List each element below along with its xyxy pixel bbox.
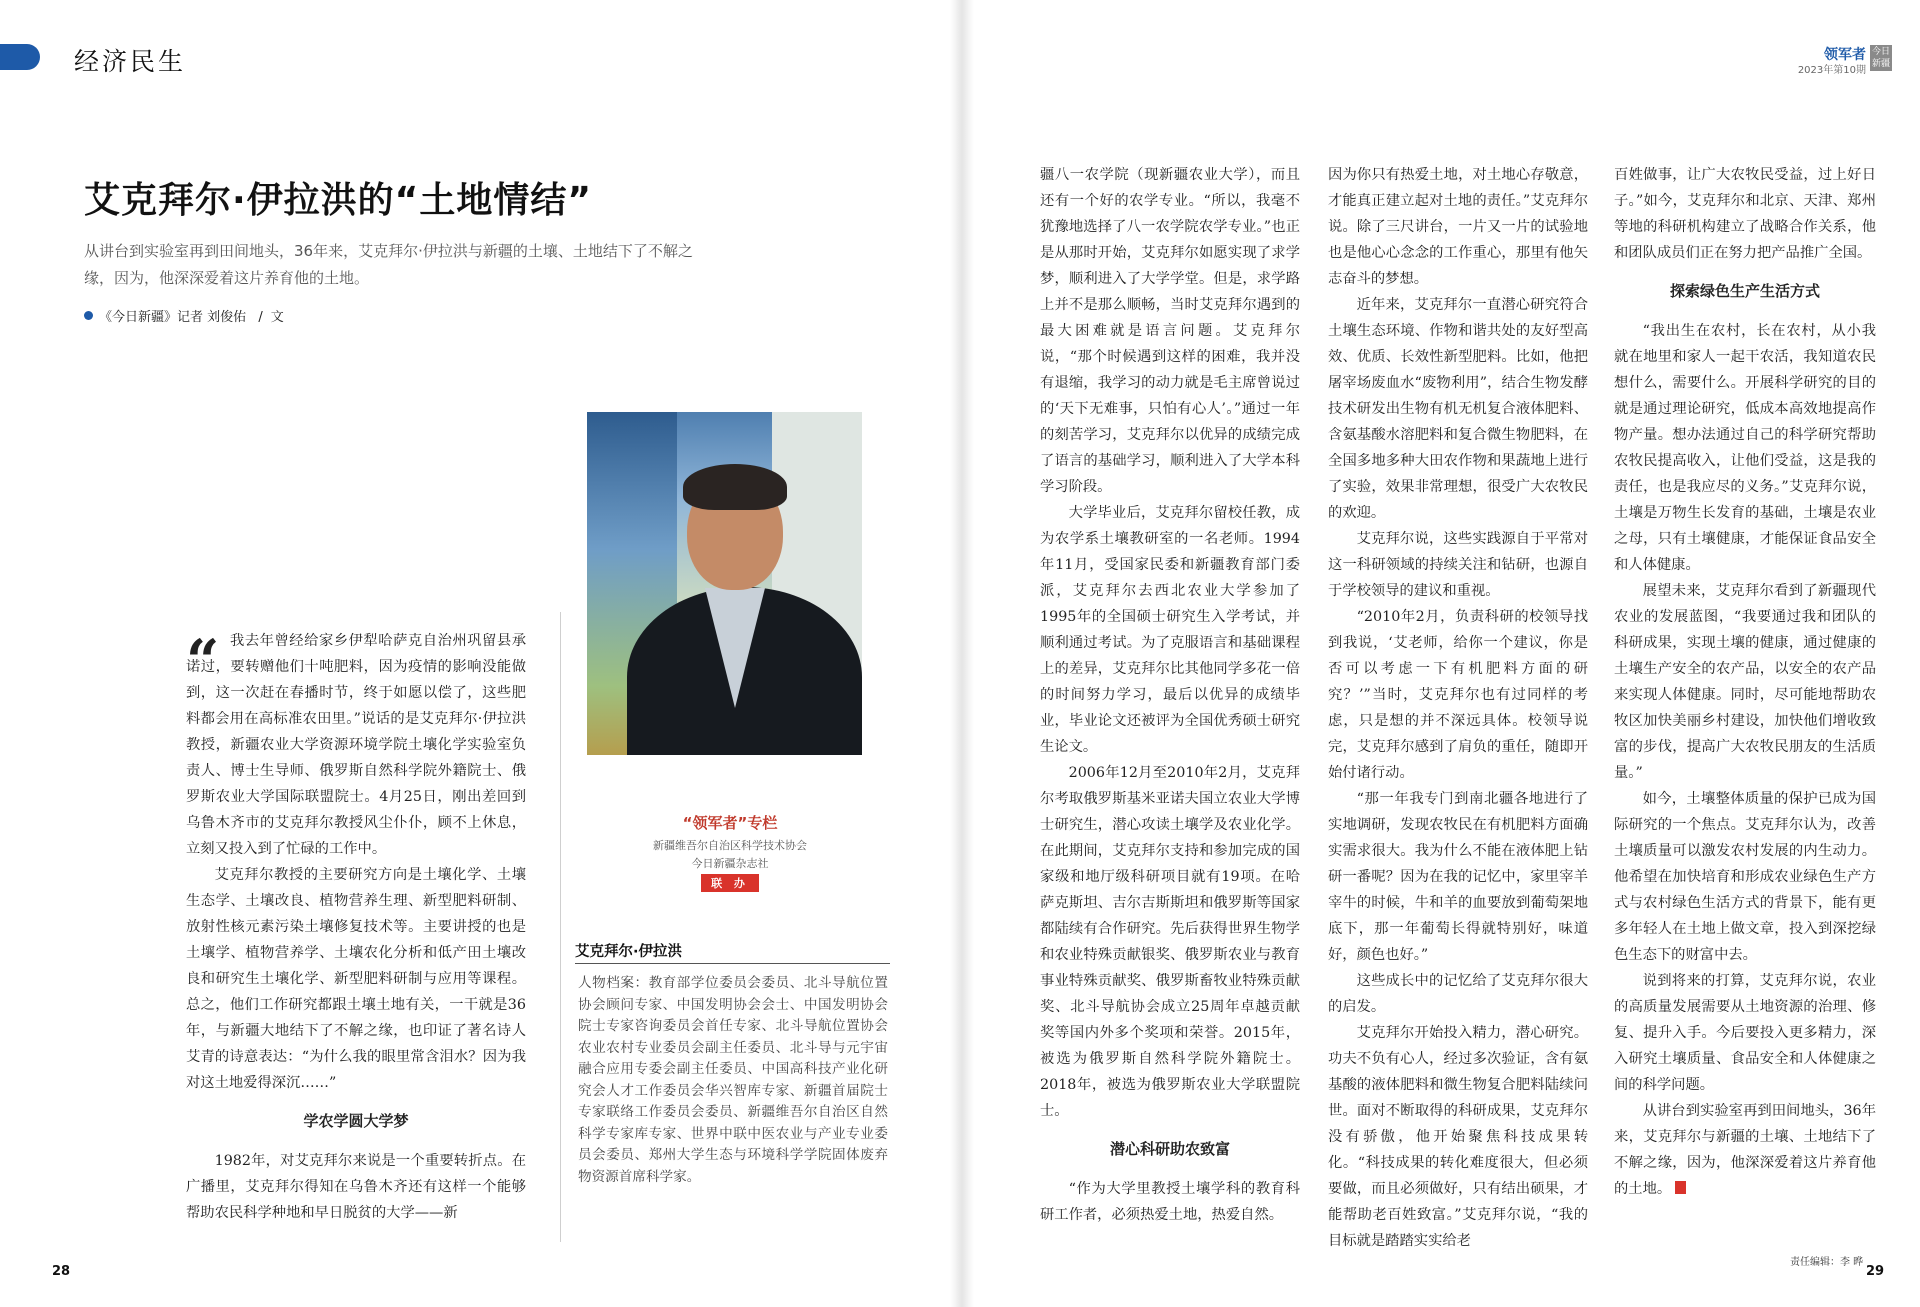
paragraph: “2010年2月，负责科研的校领导找到我说，‘艾老师，给你一个建议，你是否可以考虑一下有机肥料方面的研究？’”当时，艾克拜尔也有过同样的考虑，只是想的并不深远具体。校领导说完，艾克拜尔感到了肩负的重任，随即开始付诸行动。 bbox=[1328, 609, 1588, 781]
paragraph: 因为你只有热爱土地，对土地心存敬意，才能真正建立起对土地的责任。”艾克拜尔说。除了三尺讲台，一片又一片的试验地也是他心心念念的工作重心，那里有他矢志奋斗的梦想。 bbox=[1328, 167, 1588, 287]
page-number-right: 29 bbox=[1866, 1264, 1885, 1279]
column-magazine: 今日新疆杂志社 bbox=[691, 857, 769, 870]
paragraph: 疆八一农学院（现新疆农业大学），而且还有一个好的农学专业。“所以，我毫不犹豫地选择了八一农学院农学专业。”也正是从那时开始，艾克拜尔如愿实现了求学梦，顺利进入了大学学堂。但是，求学路上并不是那么顺畅，当时艾克拜尔遇到的最大困难就是语言问题。艾克拜尔说，“那个时候遇到这样的困难，我并没有退缩，我学习的动力就是毛主席曾说过的‘天下无难事，只怕有心人’。”通过一年的刻苦学习，艾克拜尔以优异的成绩完成了语言的基础学习，顺利进入了大学本科学习阶段。 bbox=[1040, 167, 1300, 495]
paragraph: “作为大学里教授土壤学科的教育科研工作者，必须热爱土地，热爱自然。 bbox=[1040, 1181, 1300, 1223]
paragraph: 百姓做事，让广大农牧民受益，过上好日子。”如今，艾克拜尔和北京、天津、郑州等地的科研机构建立了战略合作关系，他和团队成员们正在努力把产品推广全国。 bbox=[1614, 167, 1876, 261]
issue-label: 2023年第10期 bbox=[1797, 65, 1866, 76]
masthead-name: 领军者 bbox=[1824, 47, 1866, 63]
paragraph bbox=[1614, 1098, 1876, 1202]
quote-mark-icon: “ bbox=[186, 627, 220, 695]
byline-role: 文 bbox=[270, 310, 284, 325]
end-mark-icon bbox=[1675, 1181, 1686, 1194]
article-title: 艾克拜尔·伊拉洪的“土地情结” bbox=[84, 180, 592, 221]
paragraph: “那一年我专门到南北疆各地进行了实地调研，发现农牧民在有机肥料方面确实需求很大。我为什么不能在液体肥上钻研一番呢？因为在我的记忆中，家里宰羊宰牛的时候，牛和羊的血要放到葡萄架地底下，那一年葡萄长得就特别好，味道好，颜色也好。” bbox=[1328, 791, 1588, 963]
section-tab-marker bbox=[0, 44, 40, 70]
bullet-dot-icon bbox=[84, 311, 93, 320]
paragraph: 展望未来，艾克拜尔看到了新疆现代农业的发展蓝图，“我要通过我和团队的科研成果，实现土壤的健康，通过健康的土壤生产安全的农产品，以安全的农产品来实现人体健康。同时，尽可能地帮助农牧区加快美丽乡村建设，加快他们增收致富的步伐，提高广大农牧民朋友的生活质量。” bbox=[1614, 583, 1876, 781]
paragraph: 如今，土壤整体质量的保护已成为国际研究的一个焦点。艾克拜尔认为，改善土壤质量可以激发农村发展的内生动力。他希望在加快培育和形成农业绿色生产方式与农村绿色生活方式的背景下，能有更多年轻人在土地上做文章，投入到深挖绿色生态下的财富中去。 bbox=[1614, 791, 1876, 963]
profile-name: 艾克拜尔·伊拉洪 bbox=[575, 944, 683, 960]
byline-source: 《今日新疆》记者 bbox=[99, 310, 204, 325]
byline bbox=[84, 306, 284, 325]
page-gutter bbox=[950, 0, 974, 1307]
byline-author: 刘俊佑 bbox=[207, 310, 247, 325]
sidebar-divider bbox=[560, 612, 561, 1242]
editor-credit: 责任编辑：李 晔 bbox=[1790, 1257, 1864, 1268]
article-column-4 bbox=[1614, 162, 1876, 1202]
paragraph: 2006年12月至2010年2月，艾克拜尔考取俄罗斯基米亚诺夫国立农业大学博士研究生，潜心攻读土壤学及农业化学。在此期间，艾克拜尔支持和参加完成的国家级和地厅级科研项目就有19项。在哈萨克斯坦、吉尔吉斯斯坦和俄罗斯等国家都陆续有合作研究。先后获得世界生物学和农业特殊贡献银奖、俄罗斯农业与教育事业特殊贡献奖、俄罗斯畜牧业特殊贡献奖、北斗导航协会成立25周年卓越贡献奖等国内外多个奖项和荣誉。2015年，被选为俄罗斯自然科学院外籍院士。2018年，被选为俄罗斯农业大学联盟院士。 bbox=[1040, 765, 1300, 1119]
subheading: 潜心科研助农致富 bbox=[1109, 1140, 1230, 1158]
column-title: “领军者”专栏 bbox=[682, 814, 778, 832]
page-number-left: 28 bbox=[52, 1264, 71, 1279]
paragraph: 1982年，对艾克拜尔来说是一个重要转折点。在广播里，艾克拜尔得知在乌鲁木齐还有这样一个能够帮助农民科学种地和早日脱贫的大学——新 bbox=[186, 1153, 526, 1221]
paragraph: 这些成长中的记忆给了艾克拜尔很大的启发。 bbox=[1328, 973, 1588, 1015]
masthead bbox=[1780, 44, 1900, 74]
column-badge: 联 办 bbox=[701, 874, 759, 892]
paragraph: 艾克拜尔教授的主要研究方向是土壤化学、土壤生态学、土壤改良、植物营养生理、新型肥料研制、放射性核元素污染土壤修复技术等。主要讲授的也是土壤学、植物营养学、土壤农化分析和低产田土壤改良和研究生土壤化学、新型肥料研制与应用等课程。总之，他们工作研究都跟土壤土地有关，一干就是36年，与新疆大地结下了不解之缘，也印证了著名诗人艾青的诗意表达：“为什么我的眼里常含泪水？因为我对这土地爱得深沉……” bbox=[186, 867, 526, 1091]
article-column-2 bbox=[1040, 162, 1300, 1228]
byline-separator: / bbox=[258, 310, 263, 325]
section-title: 经济民生 bbox=[74, 47, 187, 76]
portrait-photo bbox=[587, 412, 862, 755]
article-column-3 bbox=[1328, 162, 1588, 1254]
subheading: 探索绿色生产生活方式 bbox=[1669, 282, 1820, 300]
paragraph: “我出生在农村，长在农村，从小我就在地里和家人一起干农活，我知道农民想什么，需要什么。开展科学研究的目的就是通过理论研究，低成本高效地提高作物产量。想办法通过自己的科学研究帮助农牧民提高收入，让他们受益，这是我的责任，也是我应尽的义务。”艾克拜尔说，土壤是万物生长发育的基础，土壤是农业之母，只有土壤健康，才能保证食品安全和人体健康。 bbox=[1614, 323, 1876, 573]
column-organizer: 新疆维吾尔自治区科学技术协会 bbox=[653, 839, 807, 852]
article-lead: 从讲台到实验室再到田间地头，36年来，艾克拜尔·伊拉洪与新疆的土壤、土地结下了不解之缘，因为，他深深爱着这片养育他的土地。 bbox=[84, 242, 693, 287]
paragraph: 艾克拜尔说，这些实践源自于平常对这一科研领域的持续关注和钻研，也源自于学校领导的建议和重视。 bbox=[1328, 531, 1588, 599]
paragraph: 大学毕业后，艾克拜尔留校任教，成为农学系土壤教研室的一名老师。1994年11月，受国家民委和新疆教育部门委派，艾克拜尔去西北农业大学参加了1995年的全国硕士研究生入学考试，并顺利通过考试。为了克服语言和基础课程上的差异，艾克拜尔比其他同学多花一倍的时间努力学习，最后以优异的成绩毕业，毕业论文还被评为全国优秀硕士研究生论文。 bbox=[1040, 505, 1300, 755]
paragraph: 近年来，艾克拜尔一直潜心研究符合土壤生态环境、作物和谐共处的友好型高效、优质、长效性新型肥料。比如，他把屠宰场废血水“废物利用”，结合生物发酵技术研发出生物有机无机复合液体肥料、含氨基酸水溶肥料和复合微生物肥料，在全国多地多种大田农作物和果蔬地上进行了实验，效果非常理想，很受广大农牧民的欢迎。 bbox=[1328, 297, 1588, 521]
article-column-1 bbox=[186, 628, 526, 1226]
profile-divider bbox=[575, 963, 890, 964]
magazine-logo-icon: 今日新疆 bbox=[1871, 47, 1890, 69]
subheading: 学农学圆大学梦 bbox=[303, 1112, 409, 1130]
closing-paragraph: 从讲台到实验室再到田间地头，36年来，艾克拜尔与新疆的土壤、土地结下了不解之缘，因为，他深深爱着这片养育他的土地。 bbox=[1614, 1103, 1876, 1197]
paragraph: 说到将来的打算，艾克拜尔说，农业的高质量发展需要从土地资源的治理、修复、提升入手。今后要投入更多精力，深入研究土壤质量、食品安全和人体健康之间的科学问题。 bbox=[1614, 973, 1876, 1093]
paragraph: 我去年曾经给家乡伊犁哈萨克自治州巩留县承诺过，要转赠他们十吨肥料，因为疫情的影响没能做到，这一次赶在春播时节，终于如愿以偿了，这些肥料都会用在高标准农田里。”说话的是艾克拜尔·伊拉洪教授，新疆农业大学资源环境学院土壤化学实验室负责人、博士生导师、俄罗斯自然科学院外籍院士、俄罗斯农业大学国际联盟院士。4月25日，刚出差回到乌鲁木齐市的艾克拜尔教授风尘仆仆，顾不上休息，立刻又投入到了忙碌的工作中。 bbox=[186, 633, 526, 857]
profile-text: 人物档案：教育部学位委员会委员、北斗导航位置协会顾问专家、中国发明协会会士、中国发明协会院士专家咨询委员会首任专家、北斗导航位置协会农业农村专业委员会副主任委员、北斗导与元宇宙融合应用专委会副主任委员、中国高科技产业化研究会人才工作委员会华兴智库专家、新疆首届院士专家联络工作委员会委员、新疆维吾尔自治区自然科学专家库专家、世界中联中医农业与产业专业委员会委员、郑州大学生态与环境科学学院固体废弃物资源首席科学家。 bbox=[578, 975, 888, 1185]
paragraph: 艾克拜尔开始投入精力，潜心研究。功夫不负有心人，经过多次验证，含有氨基酸的液体肥料和微生物复合肥料陆续问世。面对不断取得的科研成果，艾克拜尔没有骄傲，他开始聚焦科技成果转化。“科技成果的转化难度很大，但必须要做，而且必须做好，只有结出硕果，才能帮助老百姓致富。”艾克拜尔说，“我的目标就是踏踏实实给老 bbox=[1328, 1025, 1588, 1249]
column-credit bbox=[630, 812, 830, 892]
